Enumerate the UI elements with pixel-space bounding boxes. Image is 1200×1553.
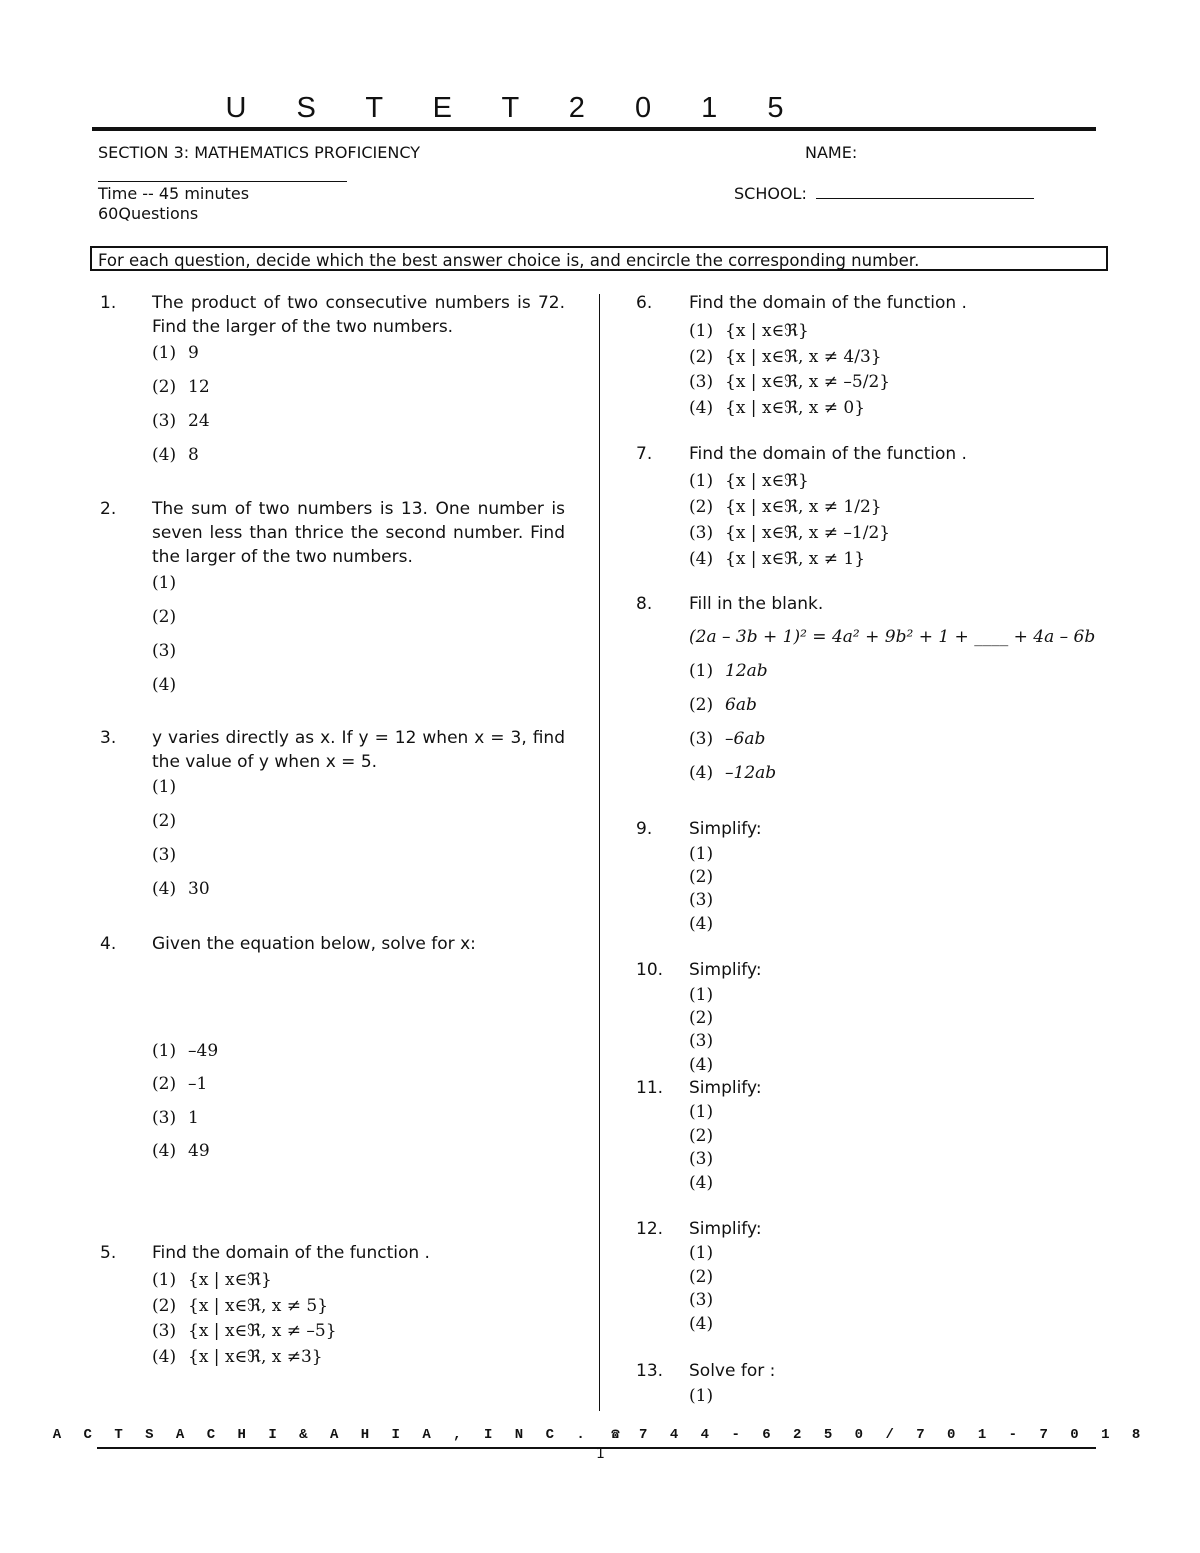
option[interactable]: (1) xyxy=(689,1102,714,1122)
option[interactable]: (3) {x | x∈ℜ, x ≠ –1/2} xyxy=(689,523,891,543)
option[interactable]: (3) {x | x∈ℜ, x ≠ –5} xyxy=(152,1321,337,1341)
question-number: 1. xyxy=(100,293,117,313)
header-rule xyxy=(92,127,1096,131)
option[interactable]: (1) {x | x∈ℜ} xyxy=(689,321,809,341)
option[interactable]: (2) {x | x∈ℜ, x ≠ 1/2} xyxy=(689,497,882,517)
section-label: SECTION 3: MATHEMATICS PROFICIENCY xyxy=(98,143,420,162)
option[interactable]: (1) xyxy=(152,573,177,593)
question-number: 10. xyxy=(636,960,664,980)
question-number: 7. xyxy=(636,444,653,464)
option[interactable]: (4) xyxy=(689,1173,714,1193)
option[interactable]: (4) xyxy=(152,675,177,695)
question-text: Find the domain of the function . xyxy=(689,293,967,313)
option[interactable]: (2) 6ab xyxy=(689,695,757,715)
question-text: The product of two consecutive numbers is 72. Find the larger of the two numbers. xyxy=(152,293,565,337)
question-number: 3. xyxy=(100,728,117,748)
option[interactable]: (1) –49 xyxy=(152,1041,219,1061)
option[interactable]: (3) 1 xyxy=(152,1108,199,1128)
option[interactable]: (2) xyxy=(152,811,177,831)
school-blank xyxy=(816,198,1034,199)
option[interactable]: (2) xyxy=(689,1267,714,1287)
section-underline xyxy=(98,181,347,182)
question-text: Solve for : xyxy=(689,1361,776,1381)
phone-numbers: 7 4 4 - 6 2 5 0 / 7 0 1 - 7 0 1 8 xyxy=(639,1427,1148,1443)
question-text: Find the domain of the function . xyxy=(152,1243,430,1263)
question-number: 11. xyxy=(636,1078,664,1098)
question-number: 4. xyxy=(100,934,117,954)
question-number: 8. xyxy=(636,594,653,614)
option[interactable]: (1) xyxy=(689,1386,714,1406)
option[interactable]: (3) xyxy=(689,890,714,910)
option[interactable]: (4) 8 xyxy=(152,445,199,465)
option[interactable]: (4) {x | x∈ℜ, x ≠ 0} xyxy=(689,398,866,418)
exam-title: U S T E T 2 0 1 5 xyxy=(225,92,805,124)
question-text: Fill in the blank. xyxy=(689,594,824,614)
time-label: Time -- 45 minutes xyxy=(98,184,250,203)
question-text: Simplify: xyxy=(689,960,762,980)
school-field xyxy=(734,184,1034,203)
option[interactable]: (2) xyxy=(689,1126,714,1146)
option[interactable]: (2) {x | x∈ℜ, x ≠ 4/3} xyxy=(689,347,882,367)
option[interactable]: (2) –1 xyxy=(152,1074,208,1094)
instructions-box: For each question, decide which the best answer choice is, and encircle the corresponding number. xyxy=(90,246,1108,271)
question-text: Find the domain of the function . xyxy=(689,444,967,464)
option[interactable]: (3) xyxy=(152,845,177,865)
option[interactable]: (2) {x | x∈ℜ, x ≠ 5} xyxy=(152,1296,329,1316)
option[interactable]: (1) xyxy=(689,844,714,864)
question-text: Simplify: xyxy=(689,819,762,839)
option[interactable]: (4) xyxy=(689,1314,714,1334)
option[interactable]: (4) xyxy=(689,914,714,934)
option[interactable]: (3) xyxy=(689,1290,714,1310)
fill-blank-equation: (2a – 3b + 1)² = 4a² + 9b² + 1 + ____ + 4a – 6b xyxy=(689,627,1096,647)
option[interactable]: (4) {x | x∈ℜ, x ≠3} xyxy=(152,1347,323,1367)
option[interactable]: (1) xyxy=(689,1243,714,1263)
option[interactable]: (4) 49 xyxy=(152,1141,210,1161)
option[interactable]: (3) xyxy=(689,1031,714,1051)
footer xyxy=(0,1426,1200,1443)
school-label: SCHOOL: xyxy=(734,184,807,203)
question-number: 13. xyxy=(636,1361,664,1381)
question-text: Simplify: xyxy=(689,1078,762,1098)
question-text: Given the equation below, solve for x: xyxy=(152,934,476,954)
phone-icon: ☎ xyxy=(611,1427,620,1443)
question-number: 12. xyxy=(636,1219,664,1239)
option[interactable]: (3) {x | x∈ℜ, x ≠ –5/2} xyxy=(689,372,891,392)
option[interactable]: (3) xyxy=(689,1149,714,1169)
option[interactable]: (2) xyxy=(152,607,177,627)
questions-count: 60Questions xyxy=(98,204,199,223)
option[interactable]: (4) 30 xyxy=(152,879,210,899)
name-label: NAME: xyxy=(805,143,858,162)
question-number: 5. xyxy=(100,1243,117,1263)
column-divider xyxy=(599,294,600,1411)
option[interactable]: (4) {x | x∈ℜ, x ≠ 1} xyxy=(689,549,866,569)
option[interactable]: (2) xyxy=(689,1008,714,1028)
option[interactable]: (1) 12ab xyxy=(689,661,768,681)
option[interactable]: (1) xyxy=(689,985,714,1005)
option[interactable]: (2) 12 xyxy=(152,377,210,397)
option[interactable]: (2) xyxy=(689,867,714,887)
option[interactable]: (1) 9 xyxy=(152,343,199,363)
option[interactable]: (3) 24 xyxy=(152,411,210,431)
option[interactable]: (3) xyxy=(152,641,177,661)
question-number: 9. xyxy=(636,819,653,839)
option[interactable]: (4) –12ab xyxy=(689,763,777,783)
question-number: 2. xyxy=(100,499,117,519)
company-name: A C T S A C H I & A H I A , I N C . xyxy=(52,1427,592,1443)
option[interactable]: (1) {x | x∈ℜ} xyxy=(152,1270,272,1290)
option[interactable]: (3) –6ab xyxy=(689,729,766,749)
question-number: 6. xyxy=(636,293,653,313)
question-text: y varies directly as x. If y = 12 when x = 3, find the value of y when x = 5. xyxy=(152,728,565,772)
option[interactable]: (4) xyxy=(689,1055,714,1075)
page-number: 1 xyxy=(596,1446,605,1462)
question-text: Simplify: xyxy=(689,1219,762,1239)
question-text: The sum of two numbers is 13. One number is seven less than thrice the second number. Find the larger of the two numbers. xyxy=(152,499,565,567)
option[interactable]: (1) {x | x∈ℜ} xyxy=(689,471,809,491)
option[interactable]: (1) xyxy=(152,777,177,797)
